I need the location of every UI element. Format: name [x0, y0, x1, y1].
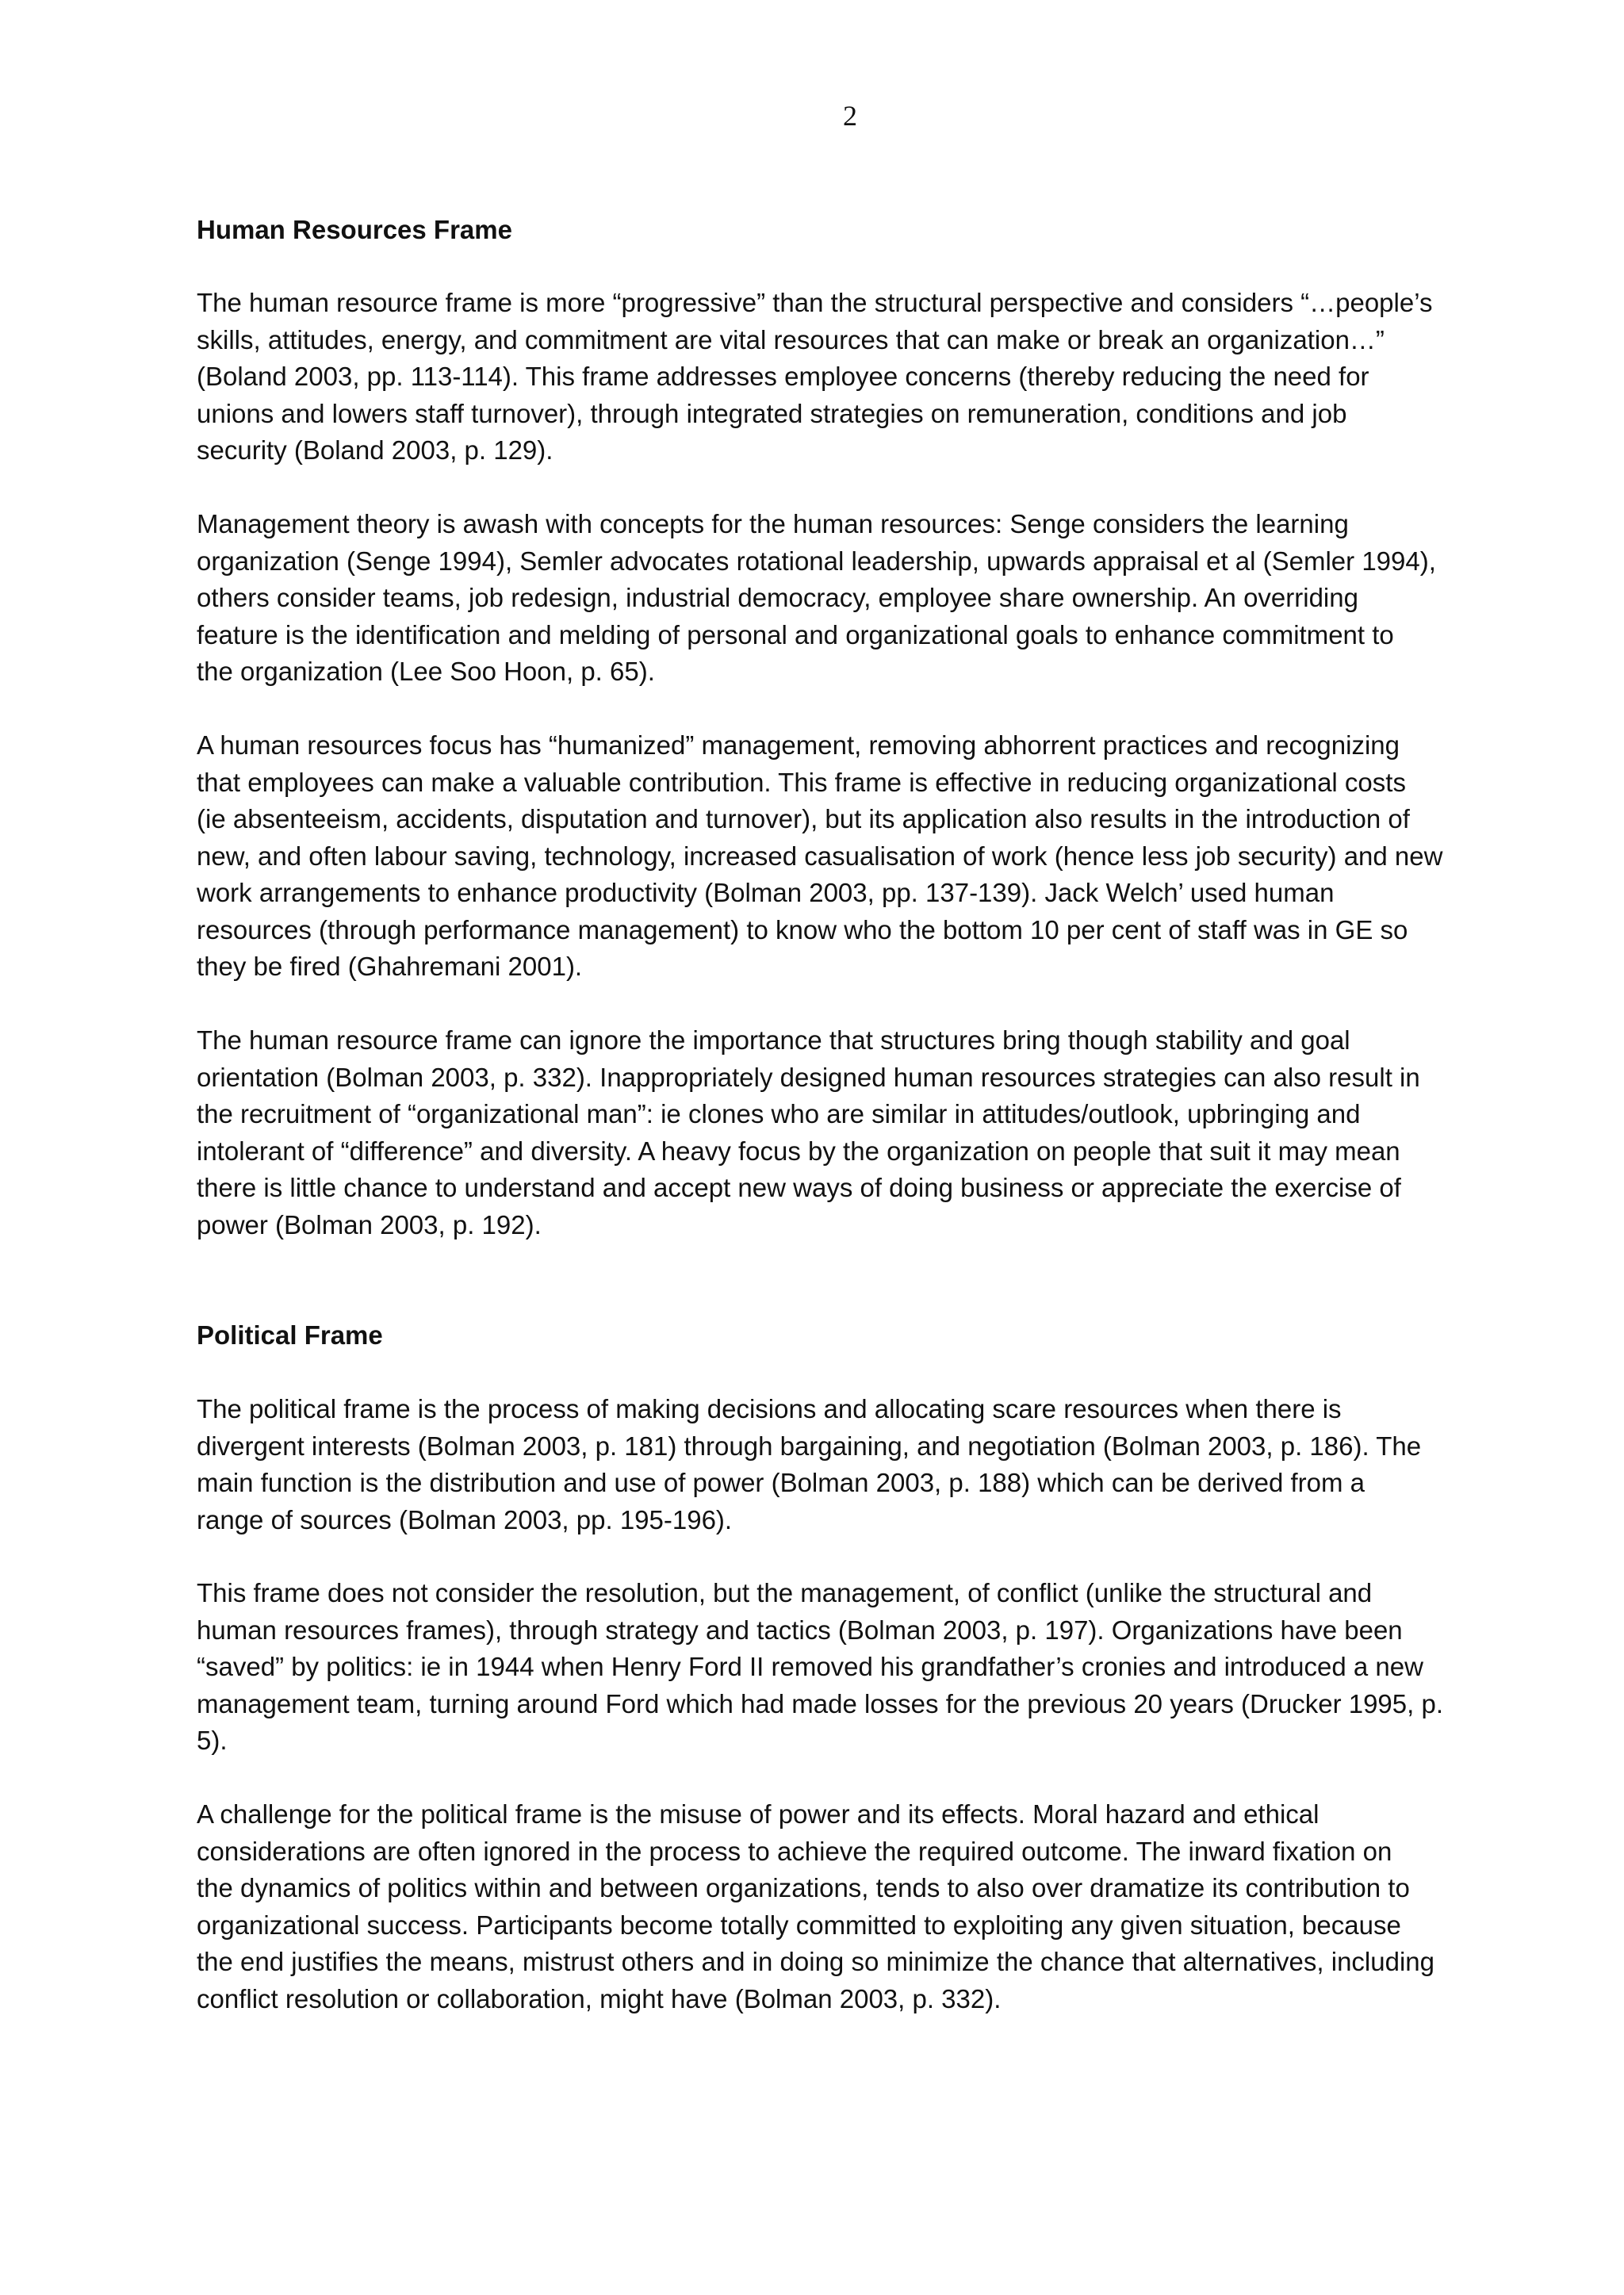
section-heading: Political Frame — [197, 1320, 383, 1350]
text-line: power (Bolman 2003, p. 192). — [197, 1209, 542, 1239]
text-line: skills, attitudes, energy, and commitment are vital resources that can make or break an organization…” — [197, 324, 1385, 354]
text-line: considerations are often ignored in the process to achieve the required outcome. The inward fixation on — [197, 1836, 1392, 1866]
text-line: main function is the distribution and use of power (Bolman 2003, p. 188) which can be derived from a — [197, 1468, 1365, 1497]
paragraph — [197, 1796, 1537, 2017]
text-line: divergent interests (Bolman 2003, p. 181) through bargaining, and negotiation (Bolman 2003, p. 186). The — [197, 1431, 1422, 1461]
paragraph — [197, 1391, 1537, 1538]
text-line: the dynamics of politics within and between organizations, tends to also over dramatize its contribution to — [197, 1873, 1410, 1902]
text-line: feature is the identification and melding of personal and organizational goals to enhance commitment to — [197, 619, 1394, 649]
paragraph — [197, 506, 1537, 691]
text-line: resources (through performance management) to know who the bottom 10 per cent of staff was in GE so — [197, 914, 1408, 944]
text-line: that employees can make a valuable contribution. This frame is effective in reducing organizational costs — [197, 767, 1406, 797]
text-line: Management theory is awash with concepts for the human resources: Senge considers the learning — [197, 509, 1349, 538]
text-line: “saved” by politics: ie in 1944 when Henry Ford II removed his grandfather’s cronies and introduced a new — [197, 1652, 1423, 1681]
text-line: conflict resolution or collaboration, might have (Bolman 2003, p. 332). — [197, 1983, 1002, 2013]
text-line: they be fired (Ghahremani 2001). — [197, 952, 583, 981]
text-line: work arrangements to enhance productivity (Bolman 2003, pp. 137-139). Jack Welch’ used human — [197, 878, 1335, 907]
paragraph — [197, 1575, 1537, 1760]
section-human-resources-frame — [197, 212, 1537, 248]
text-line: the end justifies the means, mistrust others and in doing so minimize the chance that alternatives, including — [197, 1947, 1435, 1976]
paragraph — [197, 1022, 1537, 1243]
text-line: the organization (Lee Soo Hoon, p. 65). — [197, 657, 655, 686]
text-line: management team, turning around Ford which had made losses for the previous 20 years (Drucker 1995, p. — [197, 1688, 1443, 1718]
text-line: there is little chance to understand and accept new ways of doing business or appreciate the exercise of — [197, 1173, 1401, 1202]
text-line: unions and lowers staff turnover), through integrated strategies on remuneration, conditions and job — [197, 398, 1347, 428]
text-line: intolerant of “difference” and diversity. A heavy focus by the organization on people that suit it may mean — [197, 1136, 1400, 1166]
text-line: human resources frames), through strategy and tactics (Bolman 2003, p. 197). Organizations have been — [197, 1615, 1403, 1645]
text-line: range of sources (Bolman 2003, pp. 195-196). — [197, 1504, 733, 1534]
page-number: 2 — [843, 100, 857, 132]
text-line: The political frame is the process of making decisions and allocating scare resources when there is — [197, 1394, 1342, 1423]
text-line: The human resource frame can ignore the importance that structures bring though stability and goal — [197, 1025, 1350, 1055]
paragraph — [197, 727, 1537, 986]
text-line: orientation (Bolman 2003, p. 332). Inappropriately designed human resources strategies can also result in — [197, 1062, 1420, 1092]
text-line: (ie absenteeism, accidents, disputation and turnover), but its application also results in the introduction of — [197, 804, 1410, 833]
paragraph — [197, 285, 1537, 469]
section-political-frame — [197, 1317, 1537, 1354]
text-line: new, and often labour saving, technology, increased casualisation of work (hence less job security) and new — [197, 841, 1443, 871]
section-heading: Human Resources Frame — [197, 215, 512, 244]
text-line: security (Boland 2003, p. 129). — [197, 435, 553, 465]
text-line: A human resources focus has “humanized” management, removing abhorrent practices and recognizing — [197, 730, 1400, 760]
text-line: (Boland 2003, pp. 113-114). This frame addresses employee concerns (thereby reducing the need for — [197, 362, 1369, 391]
text-line: A challenge for the political frame is the misuse of power and its effects. Moral hazard and ethical — [197, 1799, 1320, 1829]
text-line: organizational success. Participants become totally committed to exploiting any given situation, because — [197, 1910, 1401, 1940]
text-line: 5). — [197, 1726, 228, 1755]
text-line: others consider teams, job redesign, industrial democracy, employee share ownership. An overriding — [197, 583, 1358, 612]
text-line: This frame does not consider the resolution, but the management, of conflict (unlike the structural and — [197, 1578, 1373, 1607]
text-line: The human resource frame is more “progressive” than the structural perspective and considers “…people’s — [197, 288, 1433, 317]
text-line: the recruitment of “organizational man”: ie clones who are similar in attitudes/outlook, upbringing and — [197, 1099, 1361, 1128]
text-line: organization (Senge 1994), Semler advocates rotational leadership, upwards appraisal et al (Semler 1994), — [197, 546, 1436, 576]
